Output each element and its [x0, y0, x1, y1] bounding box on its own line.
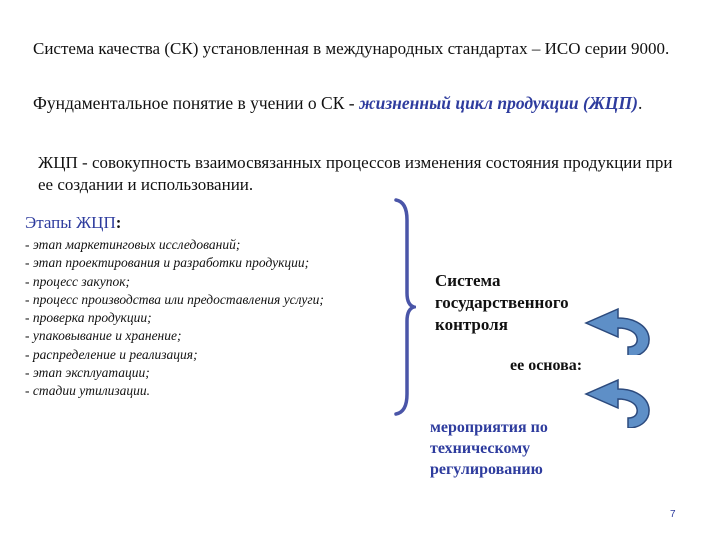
list-item: - проверка продукции; [25, 310, 152, 326]
list-item: - этап маркетинговых исследований; [25, 237, 241, 252]
key-concept-highlight: жизненный цикл продукции (ЖЦП) [358, 93, 638, 113]
page-number: 7 [670, 509, 676, 520]
technical-regulation-line: мероприятия по [430, 419, 548, 436]
technical-regulation-line: техническому [430, 440, 531, 457]
state-control-line: контроля [435, 315, 508, 334]
state-control-line: государственного [435, 293, 569, 312]
list-item: - стадии утилизации. [25, 383, 151, 399]
state-control-line: Система [435, 271, 501, 290]
list-item: - процесс производства или предоставления услуги; [25, 291, 324, 307]
intro-paragraph: Система качества (СК) установленная в международных стандартах – ИСО серии 9000. [33, 39, 670, 58]
list-item: - процесс закупок; [25, 273, 131, 289]
stages-heading [25, 213, 121, 233]
state-control-label [435, 270, 569, 336]
stages-heading-colon: : [115, 213, 122, 232]
basis-label: ее основа: [510, 357, 583, 374]
curved-arrow-icon [578, 378, 658, 428]
stages-heading-text: Этапы ЖЦП [25, 213, 116, 232]
stages-list [25, 236, 324, 401]
key-concept-lead: Фундаментальное понятие в учении о СК - [33, 93, 359, 113]
list-item: - распределение и реализация; [25, 346, 198, 362]
key-concept-tail: . [638, 93, 643, 113]
right-brace-icon [392, 198, 416, 416]
list-item: - упаковывание и хранение; [25, 328, 182, 344]
technical-regulation-line: регулированию [430, 461, 543, 478]
technical-regulation-label [430, 417, 548, 480]
key-concept-paragraph [33, 92, 693, 114]
curved-arrow-icon [578, 305, 658, 355]
definition-paragraph: ЖЦП - совокупность взаимосвязанных процессов изменения состояния продукции при ее создании и использовании. [38, 153, 673, 194]
list-item: - этап эксплуатации; [25, 365, 150, 381]
list-item: - этап проектирования и разработки продукции; [25, 255, 310, 271]
